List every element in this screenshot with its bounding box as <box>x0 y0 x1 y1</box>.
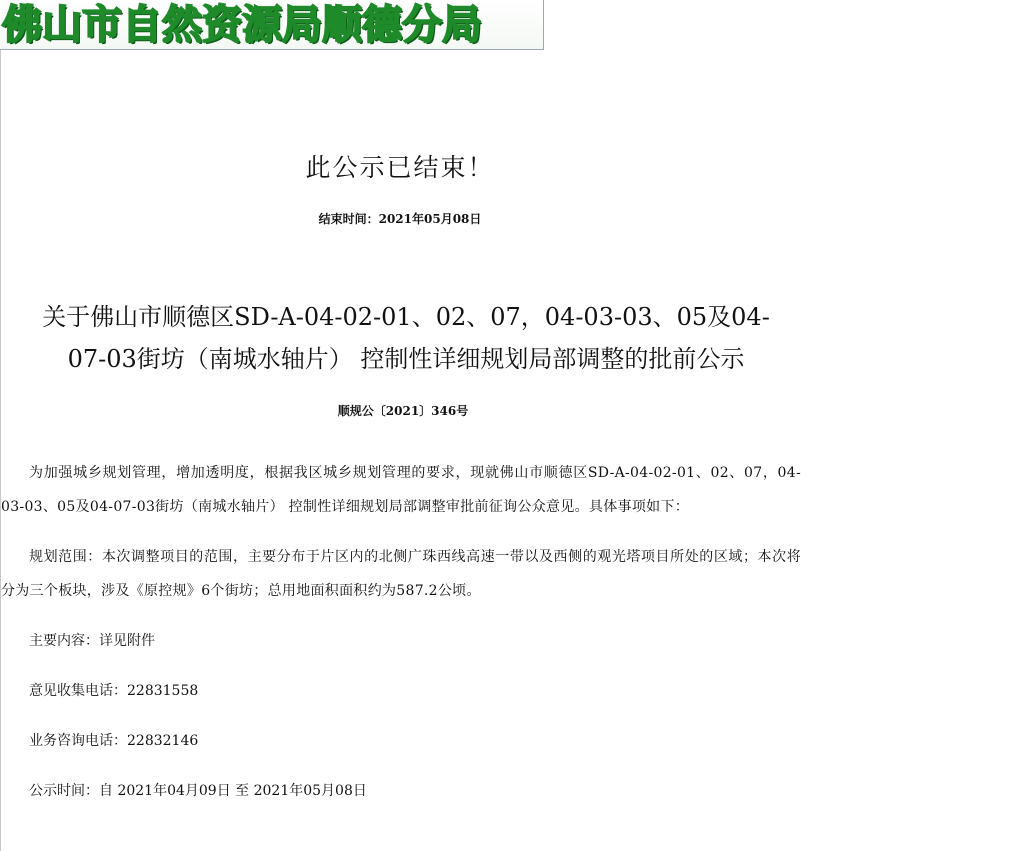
intro-paragraph: 为加强城乡规划管理，增加透明度，根据我区城乡规划管理的要求，现就佛山市顺德区SD-A-04-02-01、02、07，04-03-03、05及04-07-03街坊（南城水轴片） 控制性详细规划局部调整审批前征询公众意见。具体事项如下： <box>1 465 801 515</box>
paragraph-spacer <box>1 524 801 540</box>
paragraph-spacer <box>1 758 801 774</box>
feedback-phone-line: 意见收集电话：22831558 <box>29 683 199 699</box>
document-body <box>1 456 801 808</box>
main-content-line: 主要内容：详见附件 <box>29 633 155 649</box>
paragraph-spacer <box>1 658 801 674</box>
document-number: 顺规公〔2021〕346号 <box>337 404 469 418</box>
scope-paragraph: 规划范围：本次调整项目的范围，主要分布于片区内的北侧广珠西线高速一带以及西侧的观光塔项目所处的区域；本次将分为三个板块，涉及《原控规》6个街坊；总用地面积面积约为587.2公顷。 <box>1 549 801 599</box>
notice-end-time: 结束时间：2021年05月08日 <box>318 212 482 226</box>
consult-phone-line: 业务咨询电话：22832146 <box>29 733 199 749</box>
paragraph-spacer <box>1 708 801 724</box>
paragraph-spacer <box>1 608 801 624</box>
notice-ended-title: 此公示已结束！ <box>305 153 495 182</box>
document-title <box>6 296 806 380</box>
document-title-line-1: 关于佛山市顺德区SD-A-04-02-01、02、07，04-03-03、05及04- <box>42 303 770 331</box>
document-title-line-2: 07-03街坊（南城水轴片） 控制性详细规划局部调整的批前公示 <box>67 345 745 373</box>
publicity-period-line: 公示时间：自 2021年04月09日 至 2021年05月08日 <box>29 783 367 799</box>
banner-logo-text: 佛山市自然资源局顺德分局 <box>2 1 482 48</box>
site-banner <box>0 0 544 50</box>
